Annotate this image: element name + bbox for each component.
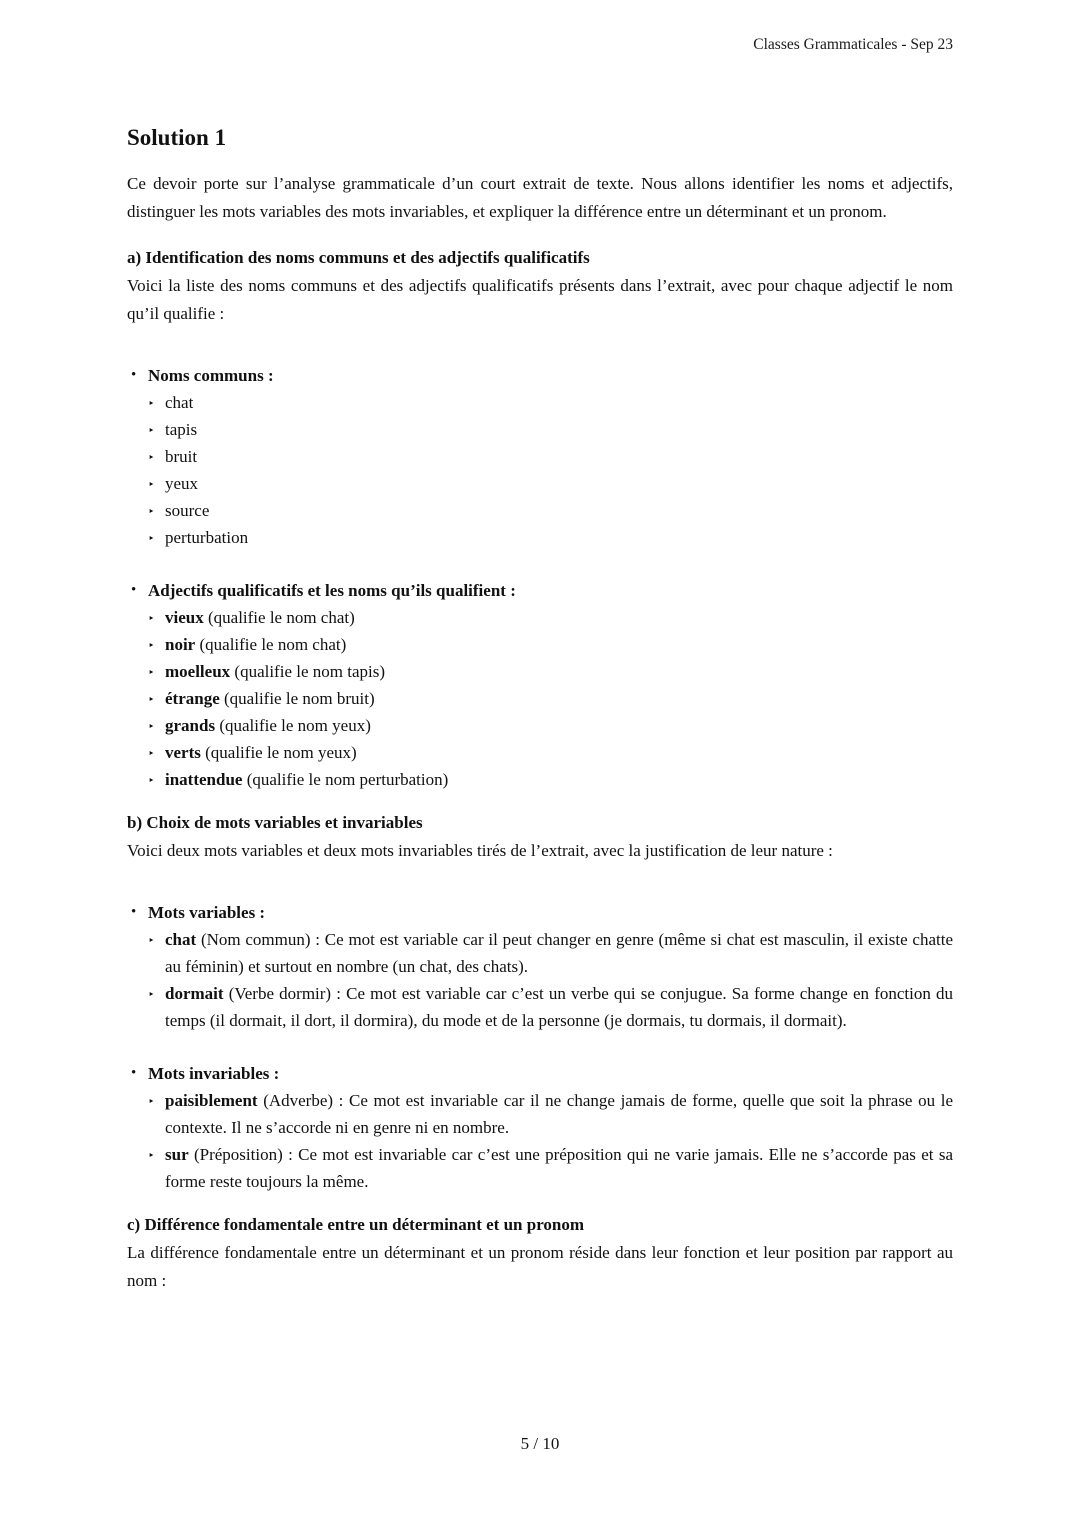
mot-variable-justification: (Nom commun) : Ce mot est variable car il peut changer en genre (même si chat est masculin, il existe chatte au féminin) et surtout en nombre (un chat, des chats). [165,930,953,976]
triangle-bullet-icon: ‣ [148,666,155,679]
triangle-bullet-icon: ‣ [148,424,155,437]
triangle-bullet-icon: ‣ [148,934,155,947]
section-c-intro: La différence fondamentale entre un déterminant et un pronom réside dans leur fonction et leur position par rapport au nom : [127,1243,953,1290]
mot-variable-word: dormait [165,984,224,1003]
bullet-icon: • [131,367,137,383]
list-item [148,980,953,1034]
nom-commun: source [165,501,210,520]
adjectif-word: grands [165,716,216,735]
section-a-heading: a) Identification des noms communs et des adjectifs qualificatifs [127,248,590,267]
mots-variables-sublist [148,926,953,1034]
adjectif-note: (qualifie le nom chat) [199,635,347,654]
nom-commun: yeux [165,474,199,493]
page-title: Solution 1 [127,125,227,150]
list-item-mots-invariables [127,1060,953,1195]
running-header: Classes Grammaticales - Sep 23 [753,36,953,53]
adjectif-word: étrange [165,689,220,708]
mots-invariables-heading: Mots invariables : [148,1064,280,1083]
nom-commun: perturbation [165,528,249,547]
mots-variables-heading: Mots variables : [148,903,266,922]
adjectif-note: (qualifie le nom yeux) [219,716,371,735]
list-item [148,766,953,793]
noms-communs-heading: Noms communs : [148,366,274,385]
page-number: 5 / 10 [520,1434,560,1453]
adjectif-note: (qualifie le nom yeux) [205,743,357,762]
list-item [148,497,953,524]
mot-invariable-justification: (Adverbe) : Ce mot est invariable car il ne change jamais de forme, quelle que soit la phrase ou le contexte. Il ne s’accorde ni en genre ni en nombre. [165,1091,953,1137]
list-item-adjectifs [127,577,953,793]
bullet-icon: • [131,582,137,598]
list-item [148,604,953,631]
triangle-bullet-icon: ‣ [148,747,155,760]
triangle-bullet-icon: ‣ [148,1149,155,1162]
triangle-bullet-icon: ‣ [148,774,155,787]
nom-commun: chat [165,393,194,412]
page-content [127,0,953,1295]
triangle-bullet-icon: ‣ [148,478,155,491]
adjectif-note: (qualifie le nom bruit) [224,689,375,708]
triangle-bullet-icon: ‣ [148,532,155,545]
section-b-heading: b) Choix de mots variables et invariables [127,813,423,832]
mot-invariable-word: paisiblement [165,1091,258,1110]
adjectif-note: (qualifie le nom perturbation) [246,770,449,789]
adjectif-note: (qualifie le nom chat) [207,608,355,627]
list-item [148,631,953,658]
bullet-icon: • [131,904,137,920]
adjectif-word: verts [165,743,201,762]
list-item [148,470,953,497]
list-item [148,443,953,470]
adjectifs-heading: Adjectifs qualificatifs et les noms qu’ils qualifient : [148,581,516,600]
adjectif-word: moelleux [165,662,231,681]
adjectif-word: noir [165,635,196,654]
mot-variable-justification: (Verbe dormir) : Ce mot est variable car c’est un verbe qui se conjugue. Sa forme change en fonction du temps (il dormait, il dort, il dormira), du mode et de la personne (je dormais, tu dormais, il dormait). [165,984,953,1030]
triangle-bullet-icon: ‣ [148,451,155,464]
mot-invariable-justification: (Préposition) : Ce mot est invariable car c’est une préposition qui ne varie jamais. Elle ne s’accorde pas et sa forme reste toujours la même. [165,1145,953,1191]
triangle-bullet-icon: ‣ [148,720,155,733]
list-item [148,926,953,980]
triangle-bullet-icon: ‣ [148,639,155,652]
list-item-mots-variables [127,899,953,1034]
list-item [148,524,953,551]
nom-commun: bruit [165,447,198,466]
triangle-bullet-icon: ‣ [148,988,155,1001]
nom-commun: tapis [165,420,198,439]
mots-invariables-sublist [148,1087,953,1195]
adjectif-word: inattendue [165,770,243,789]
mot-variable-word: chat [165,930,197,949]
triangle-bullet-icon: ‣ [148,693,155,706]
list-item [148,1087,953,1141]
adjectifs-sublist [148,604,953,793]
triangle-bullet-icon: ‣ [148,505,155,518]
list-item [148,1141,953,1195]
adjectif-note: (qualifie le nom tapis) [234,662,385,681]
mot-invariable-word: sur [165,1145,189,1164]
list-item-noms-communs [127,362,953,551]
list-item [148,658,953,685]
intro-paragraph: Ce devoir porte sur l’analyse grammaticale d’un court extrait de texte. Nous allons identifier les noms et adjectifs, distinguer les mots variables des mots invariables, et expliquer la différence entre un déterminant et un pronom. [127,174,953,221]
adjectif-word: vieux [165,608,204,627]
list-item [148,685,953,712]
bullet-icon: • [131,1065,137,1081]
noms-communs-sublist [148,389,953,551]
section-b-intro: Voici deux mots variables et deux mots invariables tirés de l’extrait, avec la justification de leur nature : [127,841,833,860]
triangle-bullet-icon: ‣ [148,1095,155,1108]
section-a-intro: Voici la liste des noms communs et des adjectifs qualificatifs présents dans l’extrait, avec pour chaque adjectif le nom qu’il qualifie : [127,276,953,323]
section-a-list [127,362,953,793]
section-b-list [127,899,953,1195]
list-item [148,416,953,443]
section-c-heading: c) Différence fondamentale entre un déterminant et un pronom [127,1215,585,1234]
triangle-bullet-icon: ‣ [148,612,155,625]
list-item [148,739,953,766]
list-item [148,712,953,739]
triangle-bullet-icon: ‣ [148,397,155,410]
list-item [148,389,953,416]
